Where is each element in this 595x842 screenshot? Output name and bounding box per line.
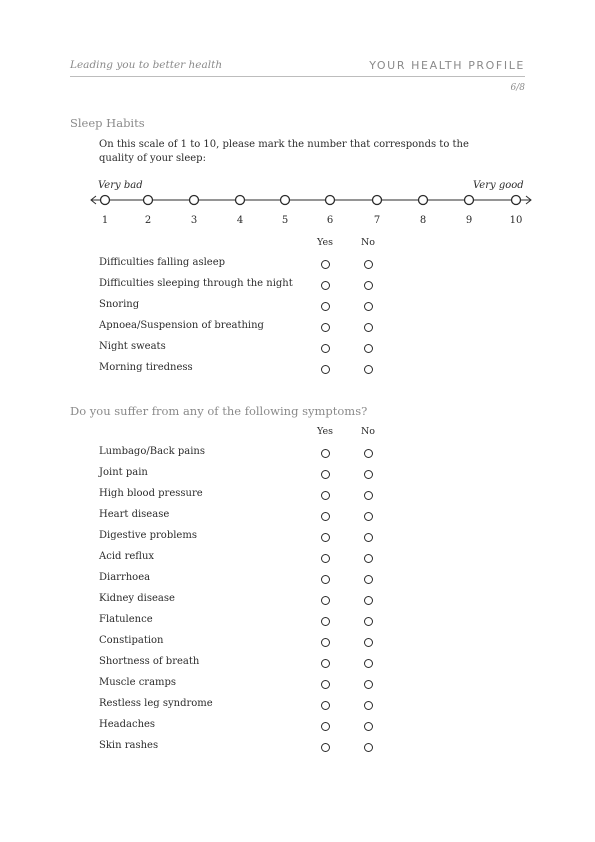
symptom-no-radio[interactable]: [364, 722, 373, 731]
symptom-yes-radio[interactable]: [321, 638, 330, 647]
scale-high-label: Very good: [473, 180, 524, 191]
symptom-item-label: Joint pain: [99, 467, 148, 478]
sleep-item-label: Night sweats: [99, 341, 166, 352]
sleep-item-label: Snoring: [99, 299, 140, 310]
symptom-item-label: Kidney disease: [99, 593, 175, 604]
scale-option-5[interactable]: [281, 196, 290, 205]
scale-option-8[interactable]: [419, 196, 428, 205]
header-divider: [70, 76, 525, 77]
symptom-item-label: Restless leg syndrome: [99, 698, 213, 709]
symptom-item-label: Acid reflux: [99, 551, 155, 562]
symptom-item-label: Muscle cramps: [99, 677, 177, 688]
sleep-yes-header: Yes: [317, 237, 333, 248]
symptom-item-label: Heart disease: [99, 509, 170, 520]
scale-option-4[interactable]: [236, 196, 245, 205]
symptom-yes-radio[interactable]: [321, 743, 330, 752]
symptom-item-label: Lumbago/Back pains: [99, 446, 206, 457]
symptom-yes-radio[interactable]: [321, 722, 330, 731]
symptom-yes-radio[interactable]: [321, 659, 330, 668]
symptom-yes-radio[interactable]: [321, 449, 330, 458]
scale-option-6[interactable]: [326, 196, 335, 205]
symptom-item-label: Flatulence: [99, 614, 153, 625]
scale-option-2[interactable]: [144, 196, 153, 205]
symptom-no-radio[interactable]: [364, 575, 373, 584]
symptom-no-radio[interactable]: [364, 743, 373, 752]
symptom-yes-radio[interactable]: [321, 701, 330, 710]
symptom-no-radio[interactable]: [364, 533, 373, 542]
scale-number-8: 8: [419, 215, 427, 226]
scale-number-9: 9: [465, 215, 473, 226]
sleep-no-header: No: [360, 237, 376, 248]
sleep-yes-radio[interactable]: [321, 302, 330, 311]
scale-number-2: 2: [144, 215, 152, 226]
scale-number-10: 10: [509, 215, 523, 226]
document-title: YOUR HEALTH PROFILE: [369, 59, 525, 72]
sleep-yes-radio[interactable]: [321, 365, 330, 374]
symptom-no-radio[interactable]: [364, 491, 373, 500]
symptom-yes-radio[interactable]: [321, 617, 330, 626]
symptom-no-radio[interactable]: [364, 638, 373, 647]
scale-option-10[interactable]: [512, 196, 521, 205]
symptom-item-label: Shortness of breath: [99, 656, 200, 667]
sleep-scale-instruction: On this scale of 1 to 10, please mark the number that corresponds to the quality of your sleep:: [99, 139, 469, 164]
symptom-item-label: Headaches: [99, 719, 156, 730]
sleep-yes-radio[interactable]: [321, 281, 330, 290]
sleep-no-radio[interactable]: [364, 260, 373, 269]
symptom-no-radio[interactable]: [364, 470, 373, 479]
sleep-yes-radio[interactable]: [321, 260, 330, 269]
scale-option-1[interactable]: [101, 196, 110, 205]
symptoms-title: Do you suffer from any of the following symptoms?: [70, 404, 368, 418]
sleep-no-radio[interactable]: [364, 365, 373, 374]
symptom-no-radio[interactable]: [364, 659, 373, 668]
symptom-item-label: Constipation: [99, 635, 164, 646]
symptom-item-label: Digestive problems: [99, 530, 197, 541]
sleep-no-radio[interactable]: [364, 302, 373, 311]
scale-low-label: Very bad: [98, 180, 143, 191]
symptom-no-radio[interactable]: [364, 554, 373, 563]
scale-number-6: 6: [326, 215, 334, 226]
sleep-item-label: Difficulties falling asleep: [99, 257, 226, 268]
scale-option-7[interactable]: [373, 196, 382, 205]
scale-number-3: 3: [190, 215, 198, 226]
sleep-yes-radio[interactable]: [321, 344, 330, 353]
symptom-no-radio[interactable]: [364, 449, 373, 458]
sleep-quality-scale: [85, 190, 540, 210]
symptom-yes-radio[interactable]: [321, 596, 330, 605]
symptom-yes-radio[interactable]: [321, 533, 330, 542]
scale-option-9[interactable]: [465, 196, 474, 205]
symptom-no-radio[interactable]: [364, 680, 373, 689]
symptom-yes-radio[interactable]: [321, 491, 330, 500]
sleep-no-radio[interactable]: [364, 344, 373, 353]
scale-number-5: 5: [281, 215, 289, 226]
symptom-yes-radio[interactable]: [321, 470, 330, 479]
scale-number-4: 4: [236, 215, 244, 226]
sleep-no-radio[interactable]: [364, 281, 373, 290]
scale-number-1: 1: [101, 215, 109, 226]
symptom-no-radio[interactable]: [364, 512, 373, 521]
sleep-item-label: Morning tiredness: [99, 362, 193, 373]
symptom-yes-radio[interactable]: [321, 554, 330, 563]
symptom-no-radio[interactable]: [364, 617, 373, 626]
symptom-no-radio[interactable]: [364, 596, 373, 605]
header-tagline: Leading you to better health: [70, 59, 223, 71]
page-number: 6/8: [510, 83, 525, 93]
sleep-habits-title: Sleep Habits: [70, 116, 145, 130]
sleep-item-label: Difficulties sleeping through the night: [99, 278, 293, 289]
symptoms-no-header: No: [360, 426, 376, 437]
scale-option-3[interactable]: [190, 196, 199, 205]
symptoms-yes-header: Yes: [317, 426, 333, 437]
sleep-no-radio[interactable]: [364, 323, 373, 332]
symptom-item-label: High blood pressure: [99, 488, 203, 499]
sleep-yes-radio[interactable]: [321, 323, 330, 332]
symptom-item-label: Diarrhoea: [99, 572, 151, 583]
symptom-item-label: Skin rashes: [99, 740, 159, 751]
symptom-yes-radio[interactable]: [321, 575, 330, 584]
symptom-no-radio[interactable]: [364, 701, 373, 710]
scale-number-7: 7: [373, 215, 381, 226]
symptom-yes-radio[interactable]: [321, 512, 330, 521]
symptom-yes-radio[interactable]: [321, 680, 330, 689]
sleep-item-label: Apnoea/Suspension of breathing: [99, 320, 264, 331]
